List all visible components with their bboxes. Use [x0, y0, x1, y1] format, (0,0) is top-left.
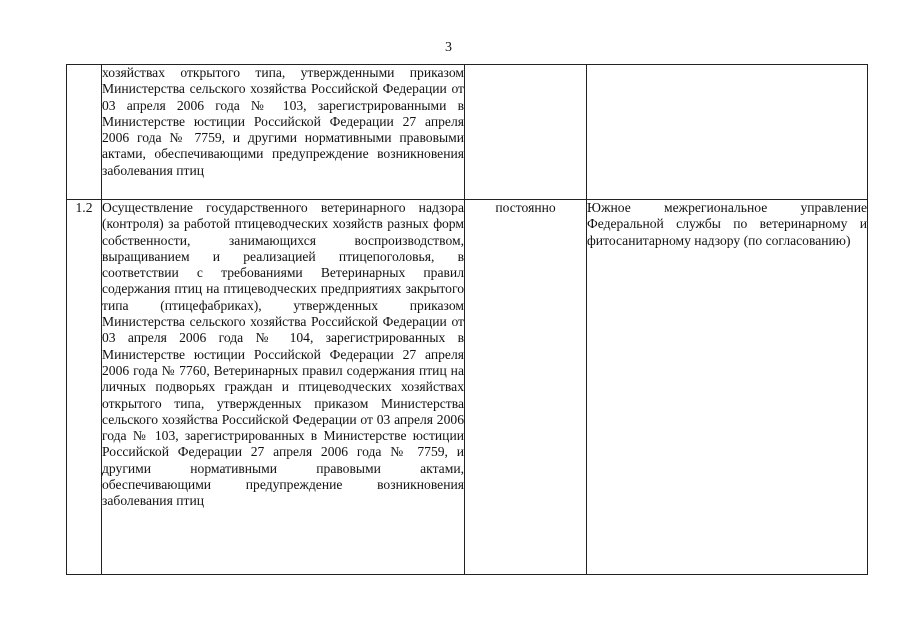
- table-row: [67, 65, 868, 200]
- measure-description: Осуществление государственного ветеринарного надзора (контроля) за работой птицеводческих хозяйств разных форм собственности, занимающихся воспроизводством, выращиванием и реализацией птицепоголовья, в соответствии с требованиями Ветеринарных правил содержания птиц на птицеводческих предприятиях закрытого типа (птицефабриках), утвержденных приказом Министерства сельского хозяйства Российской Федерации от 03 апреля 2006 года № 104, зарегистрированных в Министерстве юстиции Российской Федерации 27 апреля 2006 года № 7760, Ветеринарных правил содержания птиц на личных подворьях граждан и птицеводческих хозяйствах открытого типа, утвержденных приказом Министерства сельского хозяйства Российской Федерации от 03 апреля 2006 года № 103, зарегистрированных в Министерстве юстиции Российской Федерации 27 апреля 2006 года № 7759, и другими нормативными правовыми актами, обеспечивающими предупреждение возникновения заболевания птиц: [102, 200, 464, 509]
- term-cell: постоянно: [465, 200, 587, 575]
- table-row: [67, 200, 868, 575]
- page-number: 3: [445, 40, 452, 55]
- measure-description-cell: [102, 65, 465, 200]
- item-number-cell: [67, 65, 102, 200]
- term-cell: [465, 65, 587, 200]
- executor-cell: Южное межрегиональное управление Федеральной службы по ветеринарному и фитосанитарному надзору (по согласованию): [587, 200, 868, 575]
- measure-description: хозяйствах открытого типа, утвержденными приказом Министерства сельского хозяйства Российской Федерации от 03 апреля 2006 года № 103, зарегистрированными в Министерстве юстиции Российской Федерации 27 апреля 2006 года № 7759, и другими нормативными правовыми актами, обеспечивающими предупреждение возникновения заболевания птиц: [102, 65, 464, 178]
- measures-table: [66, 64, 868, 575]
- item-number-cell: 1.2: [67, 200, 102, 575]
- measure-description-cell: [102, 200, 465, 575]
- executor-cell: [587, 65, 868, 200]
